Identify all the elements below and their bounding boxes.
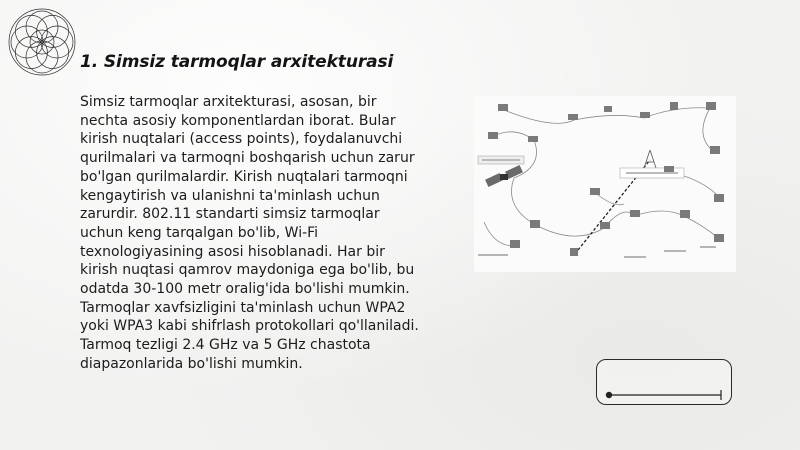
spirograph-logo-icon (5, 5, 79, 79)
wireless-network-diagram (474, 96, 736, 272)
slider-track (597, 360, 733, 406)
slide-title: 1. Simsiz tarmoqlar arxitekturasi (80, 52, 394, 72)
timeline-slider[interactable] (596, 359, 732, 405)
slider-start-handle (606, 392, 612, 398)
slide-body-text: Simsiz tarmoqlar arxitekturasi, asosan, bir nechta asosiy komponentlardan iborat. Bular kirish nuqtalari (access points), foydalanuvchi qurilmalari va tarmoqni boshqarish uchun zarur bo'lgan qurilmalardir. Kirish nuqtalari tarmoqni kengaytirish va ulanishni ta'minlash uchun zarurdir. 802.11 standarti simsiz tarmoqlar uchun keng tarqalgan bo'lib, Wi-Fi texnologiyasining asosi hisoblanadi. Har bir kirish nuqtasi qamrov maydoniga ega bo'lib, bu odatda 30-100 metr oralig'ida bo'lishi mumkin. Tarmoqlar xavfsizligini ta'minlash uchun WPA2 yoki WPA3 kabi shifrlash protokollari qo'llaniladi. Tarmoq tezligi 2.4 GHz va 5 GHz chastota diapazonlarida bo'lishi mumkin. (80, 94, 419, 372)
